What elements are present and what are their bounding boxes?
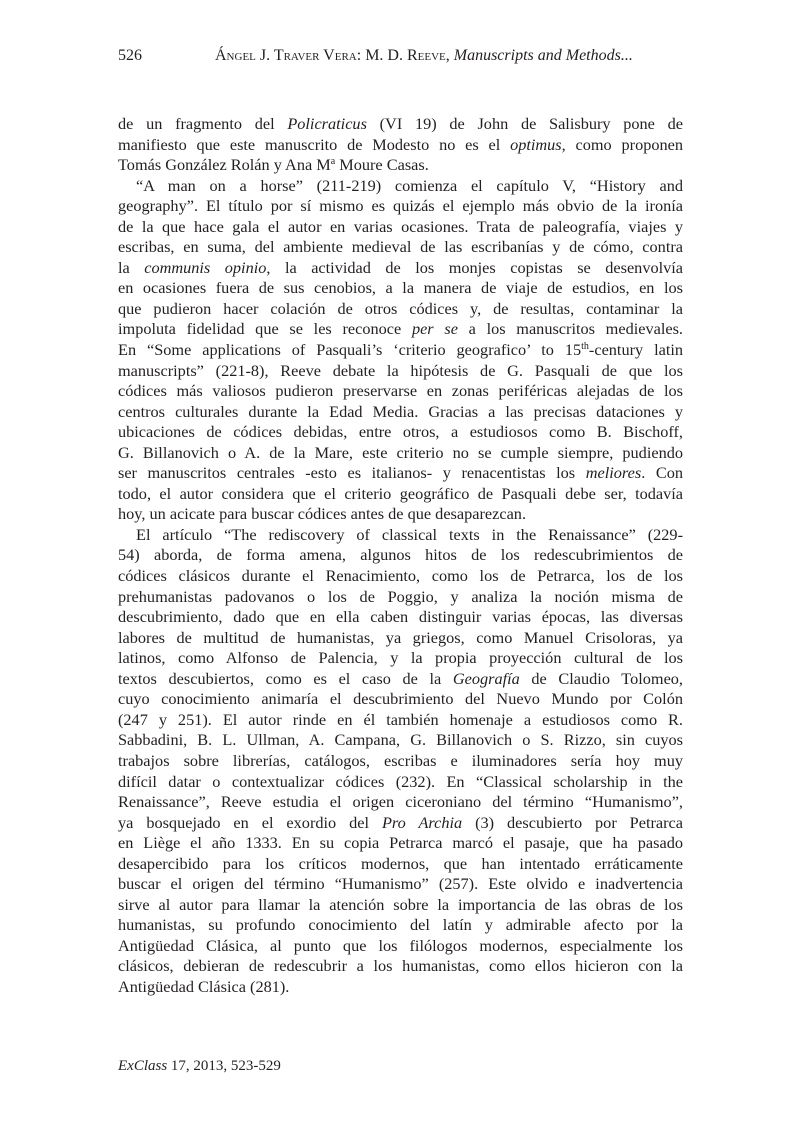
text-segment: ubicaciones de códices debidas, entre otros, a estudiosos como B. Bischoff, [118, 422, 683, 442]
footer-volume: 17, 2013, 523-529 [167, 1058, 281, 1074]
page-number: 526 [118, 47, 142, 64]
header-comma: , [445, 47, 454, 64]
text-segment: difícil datar o contextualizar códices (232). En “Classical scholarship in the [118, 771, 683, 791]
text-line [118, 155, 683, 176]
text-segment: prehumanistas padovanos o los de Poggio, y analiza la noción misma de [118, 586, 683, 606]
text-segment: Sabbadini, B. L. Ullman, A. Campana, G. Billanovich o S. Rizzo, sin cuyos [118, 730, 683, 750]
text-line [118, 278, 683, 299]
text-segment: todo, el autor considera que el criterio geográfico de Pasquali debe ser, todavía [118, 483, 683, 503]
text-segment: de la que hace gala el autor en varias ocasiones. Trata de paleografía, viajes y [118, 216, 683, 236]
text-segment: latinos, como Alfonso de Palencia, y la propia proyección cultural de los [118, 648, 683, 668]
text-line [118, 422, 683, 443]
text-segment: Moure Casas. [335, 155, 429, 175]
footer-journal: ExClass [118, 1058, 168, 1074]
text-segment: códices más valiosos pudieron preservarse en zonas periféricas alejadas de los [118, 381, 683, 401]
text-segment: (247 y 251). El autor rinde en él también homenaje a estudiosos como R. [118, 709, 683, 729]
text-line [118, 833, 683, 854]
text-line [118, 689, 683, 710]
text-segment: “A man on a horse” (211-219) comienza el capítulo V, “History and [136, 175, 683, 195]
text-segment: clásicos, debieran de redescubrir a los humanistas, como ellos hicieron con la [118, 956, 683, 976]
text-line [118, 196, 683, 217]
italic-text: Geografía [452, 668, 520, 688]
text-line [118, 607, 683, 628]
text-line [118, 135, 683, 156]
text-segment: desapercibido para los críticos modernos, que han intentado erráticamente [118, 853, 683, 873]
italic-text: meliores [585, 463, 642, 483]
text-segment: G. Billanovich o A. de la Mare, este criterio no se cumple siempre, pudiendo [118, 442, 683, 462]
text-segment: , la actividad de los monjes copistas se desenvolvía [266, 257, 684, 277]
footer-citation [118, 1058, 281, 1075]
text-line [118, 936, 683, 957]
text-segment: 54) aborda, de forma amena, algunos hitos de los redescubrimientos de [118, 545, 683, 565]
italic-text: Pro Archia [381, 812, 463, 832]
text-segment: centros culturales durante la Edad Media. Gracias a las precisas dataciones y [118, 401, 683, 421]
italic-text: per se [411, 319, 458, 339]
text-segment: (3) descubierto por Petrarca [462, 812, 684, 832]
text-segment: la [118, 257, 145, 277]
text-line [118, 710, 683, 731]
text-segment: cuyo conocimiento animaría el descubrimiento del Nuevo Mundo por Colón [118, 689, 683, 709]
text-line [118, 772, 683, 793]
superscript: a [330, 156, 336, 168]
text-line [118, 751, 683, 772]
text-line [118, 895, 683, 916]
text-line [118, 566, 683, 587]
header-reviewed-author: M. D. Reeve [365, 47, 446, 64]
text-segment: trabajos sobre librerías, catálogos, escribas e iluminadores sería hoy muy [118, 750, 683, 770]
text-segment: que pudieron hacer colación de otros códices y, de resultas, contaminar la [118, 298, 683, 318]
text-line [118, 340, 683, 361]
header-author: Ángel J. Traver Vera [215, 47, 357, 64]
text-line [118, 854, 683, 875]
text-line [118, 669, 683, 690]
text-line [118, 176, 683, 197]
text-segment: labores de multitud de humanistas, ya griegos, como Manuel Crisoloras, ya [118, 627, 683, 647]
text-segment: buscar el origen del término “Humanismo” (257). Este olvido e inadvertencia [118, 874, 683, 894]
text-line [118, 813, 683, 834]
text-line [118, 628, 683, 649]
text-segment: El artículo “The rediscovery of classical texts in the Renaissance” (229- [136, 524, 683, 544]
text-line [118, 402, 683, 423]
text-segment: ser manuscritos centrales -esto es italianos- y renacentistas los [118, 463, 586, 483]
text-line [118, 915, 683, 936]
text-segment: Antigüedad Clásica (281). [118, 976, 290, 996]
text-line [118, 114, 683, 135]
text-line [118, 463, 683, 484]
text-segment: sirve al autor para llamar la atención sobre la importancia de las obras de los [118, 894, 683, 914]
text-line [118, 381, 683, 402]
text-segment: impoluta fidelidad que se les reconoce [118, 319, 412, 339]
header-book-title: Manuscripts and Methods... [453, 47, 633, 64]
text-segment: humanistas, su profundo conocimiento del latín y admirable afecto por la [118, 915, 683, 935]
text-line [118, 443, 683, 464]
text-line [118, 792, 683, 813]
header-separator: : [356, 47, 366, 64]
text-line [118, 730, 683, 751]
text-segment: En “Some applications of Pasquali’s ‘criterio geografico’ to 15 [118, 340, 582, 360]
italic-text: optimus [510, 134, 562, 154]
text-segment: descubrimiento, dado que en ella caben distinguir varias épocas, las diversas [118, 607, 683, 627]
text-segment: hoy, un acicate para buscar códices antes de que desaparezcan. [118, 504, 527, 524]
italic-text: communis opinio [144, 257, 267, 277]
text-segment: Renaissance”, Reeve estudia el origen ciceroniano del término “Humanismo”, [118, 792, 683, 812]
text-segment: , como proponen [561, 134, 683, 154]
text-line [118, 587, 683, 608]
text-line [118, 956, 683, 977]
text-line [118, 504, 683, 525]
text-segment: ya bosquejado en el exordio del [118, 812, 382, 832]
text-line [118, 299, 683, 320]
text-segment: a los manuscritos medievales. [457, 319, 683, 339]
text-line [118, 874, 683, 895]
text-segment: manifiesto que este manuscrito de Modesto no es el [118, 134, 511, 154]
text-segment: geography”. El título por sí mismo es quizás el ejemplo más obvio de la ironía [118, 196, 683, 216]
italic-text: Policraticus [287, 114, 367, 133]
text-segment: manuscripts” (221-8), Reeve debate la hipótesis de G. Pasquali de que los [118, 360, 683, 380]
body-text [118, 114, 683, 998]
text-segment: códices clásicos durante el Renacimiento, como los de Petrarca, los de los [118, 566, 683, 586]
text-segment: Antigüedad Clásica, al punto que los filólogos modernos, especialmente los [118, 935, 683, 955]
text-line [118, 237, 683, 258]
superscript: th [581, 341, 589, 353]
text-segment: Tomás González Rolán y Ana M [118, 155, 331, 175]
text-line [118, 977, 683, 998]
text-line [118, 319, 683, 340]
text-segment: -century latin [588, 340, 684, 360]
text-line [118, 648, 683, 669]
running-header [118, 47, 633, 65]
text-segment: . Con [641, 463, 683, 483]
text-segment: de un fragmento del [118, 114, 288, 133]
text-segment: en Liège el año 1333. En su copia Petrarca marcó el pasaje, que ha pasado [118, 833, 683, 853]
text-line [118, 545, 683, 566]
text-line [118, 258, 683, 279]
text-line [118, 484, 683, 505]
text-segment: en ocasiones fuera de sus cenobios, a la manera de viaje de estudios, en los [118, 278, 683, 298]
text-line [118, 525, 683, 546]
text-segment: (VI 19) de John de Salisbury pone de [366, 114, 683, 133]
text-line [118, 361, 683, 382]
text-line [118, 217, 683, 238]
text-segment: de Claudio Tolomeo, [519, 668, 684, 688]
text-segment: textos descubiertos, como es el caso de la [118, 668, 453, 688]
text-segment: escribas, en suma, del ambiente medieval de las escribanías y de cómo, contra [118, 237, 683, 257]
